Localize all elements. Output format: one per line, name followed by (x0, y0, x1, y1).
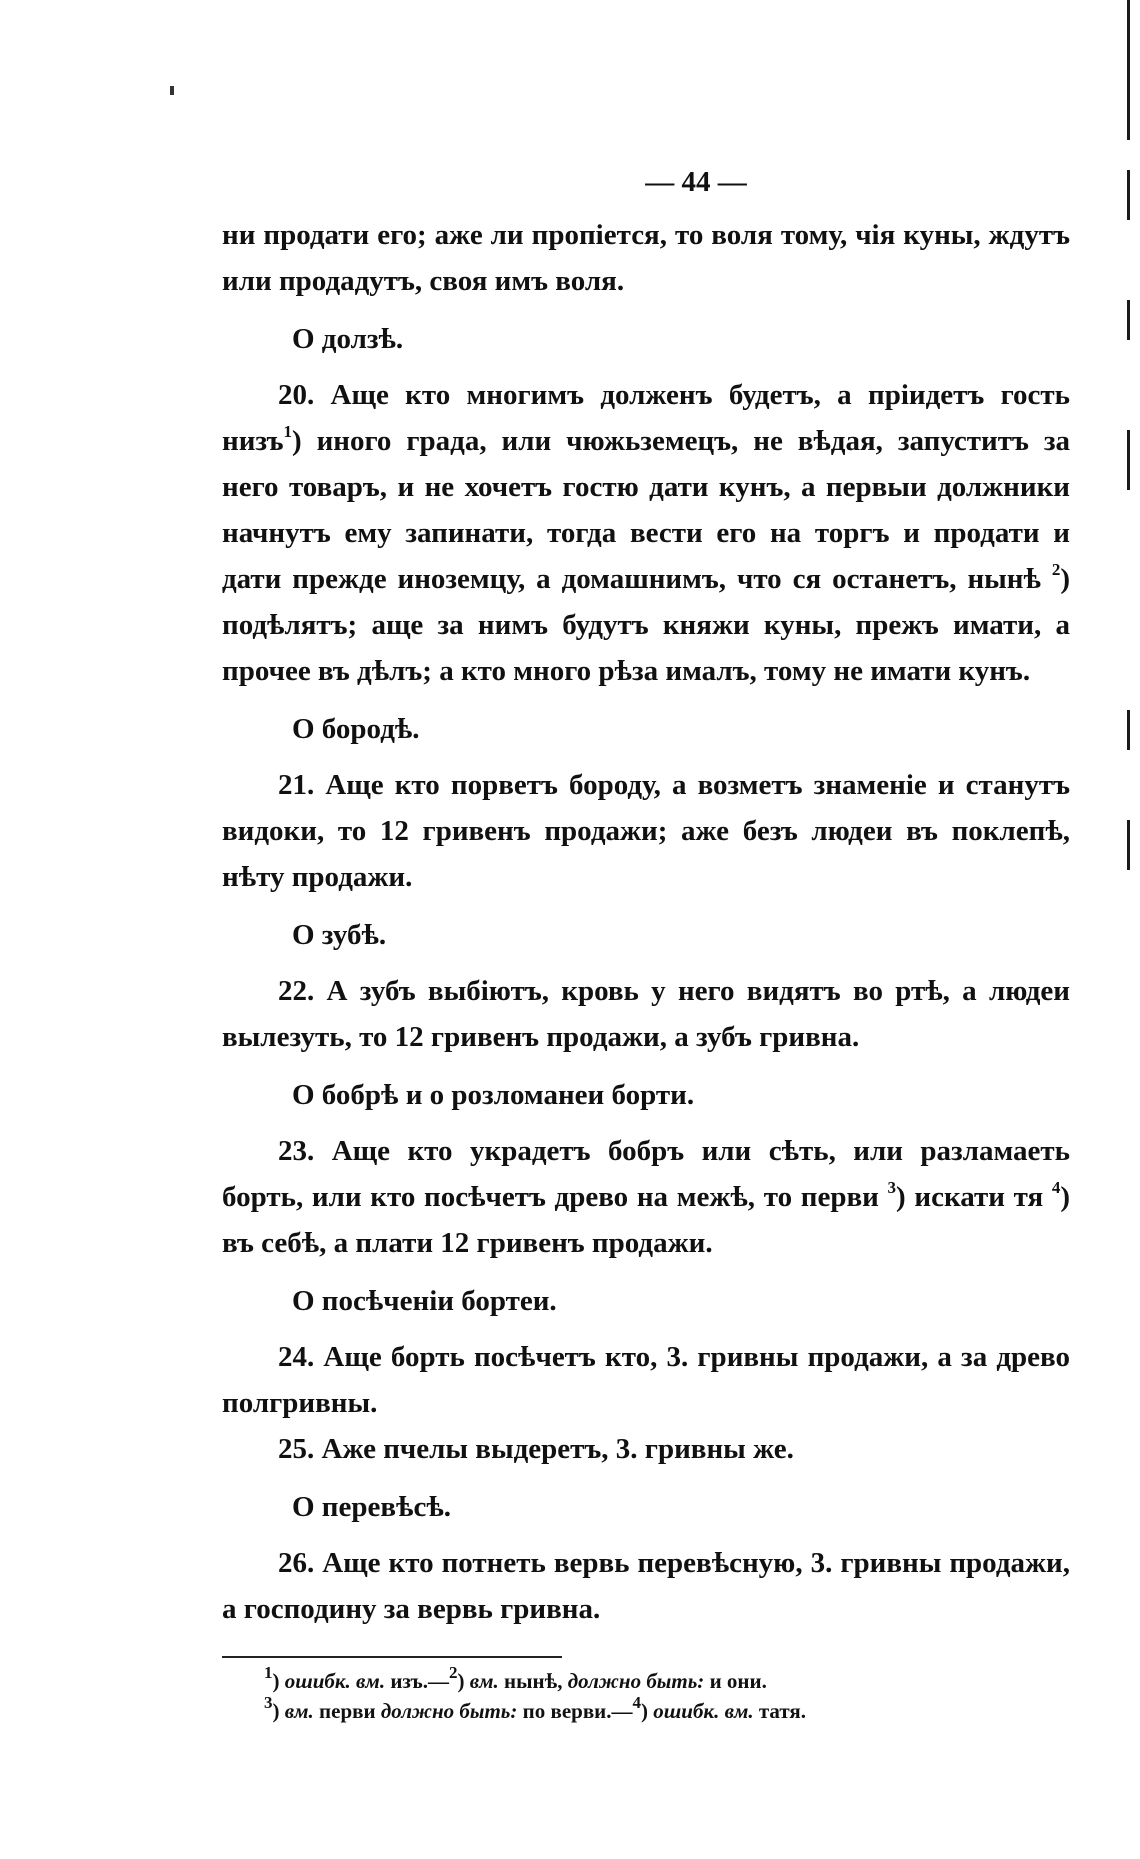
footnote-ref: 1 (283, 422, 292, 442)
footnote-ref: 3 (887, 1178, 897, 1198)
page-edge-line (1127, 170, 1130, 220)
footnote-line: $^1$) ошибк. вм. изъ.—$^2$) вм. нынѣ, должно быть: и они. (264, 1663, 767, 1693)
footnote-ref: 4 (1051, 1178, 1061, 1198)
footnote-line: $^3$) вм. перви должно быть: по верви.—$^4$) ошибк. вм. татя. (264, 1693, 807, 1723)
page-edge-line (1127, 820, 1130, 870)
page-number: — 44 — (645, 166, 747, 198)
footnotes (222, 1656, 1070, 1726)
article-22: 22. А зубъ выбіютъ, кровь у него видятъ во ртѣ, а людеи вылезуть, то 12 гривенъ продажи, а зубъ гривна. (222, 975, 1070, 1053)
section-heading: О долзѣ. (292, 323, 404, 355)
continuation-paragraph: ни продати его; аже ли пропіется, то воля тому, чія куны, ждутъ или продадутъ, своя имъ воля. (222, 219, 1070, 297)
page-edge-line (1127, 0, 1130, 140)
section-heading: О зубѣ. (292, 919, 387, 951)
footnote-ref: 2 (1051, 560, 1061, 580)
footnote-rule (222, 1656, 562, 1658)
page-edge-line (1127, 300, 1130, 340)
article-20: 20. Аще кто многимъ долженъ будетъ, а пріидетъ гость низъ$^1$) иного града, или чюжьземецъ, не вѣдая, запуститъ за него товаръ, и не хочетъ гостю дати кунъ, а первыи должники начнутъ ему запинати, тогда вести его на торгъ и продати и дати прежде иноземцу, а домашнимъ, что ся останетъ, нынѣ $^2$) подѣлятъ; аще за нимъ будутъ княжи куны, прежъ имати, а прочее въ дѣлъ; а кто много рѣза ималъ, тому не имати кунъ. (222, 379, 1070, 687)
book-page (222, 160, 1070, 1726)
article-25: 25. Аже пчелы выдеретъ, 3. гривны же. (278, 1433, 794, 1465)
article-21: 21. Аще кто порветъ бороду, а возметъ знаменіе и станутъ видоки, то 12 гривенъ продажи; аже безъ людеи въ поклепѣ, нѣту продажи. (222, 769, 1070, 893)
section-heading: О перевѣсѣ. (292, 1491, 451, 1523)
section-heading: О посѣченіи бортеи. (292, 1285, 557, 1317)
article-24: 24. Аще борть посѣчетъ кто, 3. гривны продажи, а за древо полгривны. (222, 1341, 1070, 1419)
scan-speck (170, 86, 174, 95)
section-heading: О бородѣ. (292, 713, 420, 745)
article-26: 26. Аще кто потнеть вервь перевѣсную, 3. гривны продажи, а господину за вервь гривна. (222, 1547, 1070, 1625)
section-heading: О бобрѣ и о розломанеи борти. (292, 1079, 695, 1111)
page-edge-line (1127, 430, 1130, 490)
article-23: 23. Аще кто украдетъ бобръ или сѣть, или разламаеть борть, или кто посѣчетъ древо на межѣ, то перви $^3$) искати тя $^4$) въ себѣ, а плати 12 гривенъ продажи. (222, 1135, 1071, 1259)
page-edge-line (1127, 710, 1130, 750)
